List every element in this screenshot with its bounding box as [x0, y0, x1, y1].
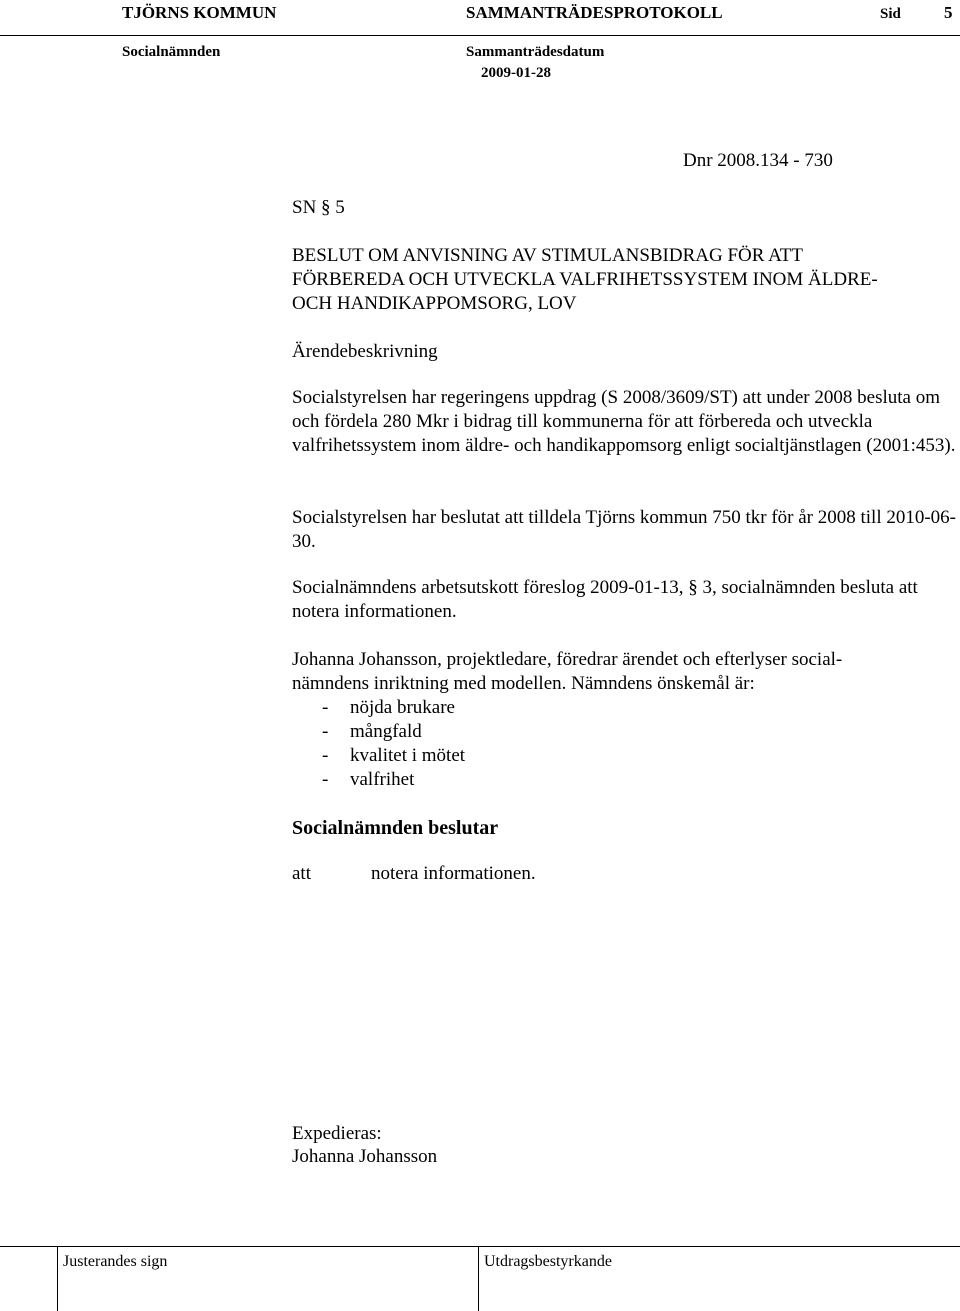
bullet-list	[292, 696, 465, 792]
meeting-date-label: Sammanträdesdatum	[466, 44, 605, 60]
list-item: - kvalitet i mötet	[322, 745, 466, 766]
section-number: SN § 5	[292, 197, 345, 218]
footer-certify-label: Utdragsbestyrkande	[484, 1253, 612, 1270]
footer-box-divider	[478, 1246, 479, 1311]
paragraph: Socialnämndens arbetsutskott föreslog 2009-01-13, § 3, socialnämnden besluta att notera informationen.	[292, 577, 918, 622]
header-divider	[0, 35, 960, 36]
municipality-name: TJÖRNS KOMMUN	[122, 3, 277, 22]
footer-sign-label: Justerandes sign	[63, 1253, 168, 1270]
description-heading: Ärendebeskrivning	[292, 341, 438, 362]
case-number: Dnr 2008.134 - 730	[683, 150, 833, 171]
paragraph: Johanna Johansson, projektledare, föredrar ärendet och efterlyser social-nämndens inriktning med modellen. Nämndens önskemål är:	[292, 649, 843, 694]
list-item: - valfrihet	[322, 769, 415, 790]
paragraph: Socialstyrelsen har beslutat att tilldela Tjörns kommun 750 tkr för år 2008 till 2010-06-30.	[292, 507, 956, 552]
list-item: - mångfald	[322, 721, 422, 742]
case-title-line: FÖRBEREDA OCH UTVECKLA VALFRIHETSSYSTEM INOM ÄLDRE-	[292, 269, 878, 290]
page-number: 5	[944, 3, 953, 22]
document-type: SAMMANTRÄDESPROTOKOLL	[466, 3, 723, 22]
board-name: Socialnämnden	[122, 44, 221, 60]
dispatch-recipient: Johanna Johansson	[292, 1146, 438, 1167]
paragraph: Socialstyrelsen har regeringens uppdrag (S 2008/3609/ST) att under 2008 besluta om och fördela 280 Mkr i bidrag till kommunerna för att förbereda och utveckla valfrihetssystem inom äldre- och handikappomsorg enligt socialtjänstlagen (2001:453).	[292, 387, 956, 456]
page-label: Sid	[880, 6, 901, 22]
footer-divider	[0, 1246, 960, 1247]
footer-box-divider	[57, 1246, 58, 1311]
decision-text: notera informationen.	[371, 863, 536, 884]
decision-heading: Socialnämnden beslutar	[292, 817, 499, 839]
list-item: - nöjda brukare	[322, 697, 455, 718]
dispatch-label: Expedieras:	[292, 1123, 382, 1144]
case-title-line: OCH HANDIKAPPOMSORG, LOV	[292, 293, 577, 314]
case-title-line: BESLUT OM ANVISNING AV STIMULANSBIDRAG FÖR ATT	[292, 245, 803, 266]
decision-att: att	[292, 863, 311, 884]
meeting-date: 2009-01-28	[481, 65, 551, 81]
